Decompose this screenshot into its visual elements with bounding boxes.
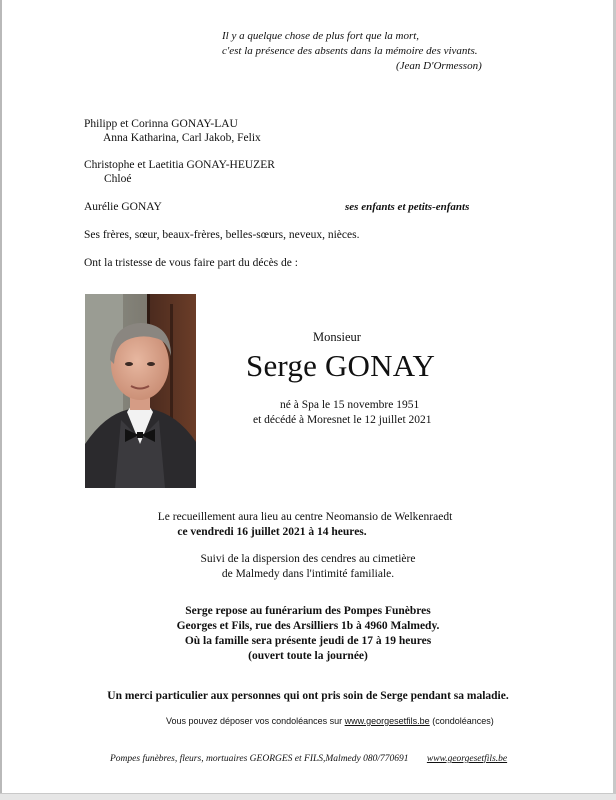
deceased-title: Monsieur <box>313 330 361 344</box>
funeral-home-line-3: Où la famille sera présente jeudi de 17 à 19 heures <box>184 635 432 647</box>
quote-author: (Jean D'Ormesson) <box>396 60 482 72</box>
condolences-line <box>166 716 494 726</box>
family-2-children: Chloé <box>104 173 132 185</box>
page-border-left <box>0 0 2 800</box>
ceremony-line-2: ce vendredi 16 juillet 2021 à 14 heures. <box>177 526 367 538</box>
footer-line <box>110 754 507 764</box>
footer-link[interactable]: www.georgesetfils.be <box>426 754 508 764</box>
quote-line-2: c'est la présence des absents dans la mémoire des vivants. <box>222 45 478 57</box>
announce-line: Ont la tristesse de vous faire part du décès de : <box>84 257 298 269</box>
ceremony-line-4: de Malmedy dans l'intimité familiale. <box>221 568 395 580</box>
deceased-birth: né à Spa le 15 novembre 1951 <box>280 399 420 411</box>
footer-text: Pompes funèbres, fleurs, mortuaires GEORGES et FILS,Malmedy 080/770691 <box>110 754 409 764</box>
family-siblings: Ses frères, sœur, beaux-frères, belles-sœurs, neveux, nièces. <box>84 229 360 241</box>
condolences-text: Vous pouvez déposer vos condoléances sur <box>166 716 343 726</box>
ceremony-line-3: Suivi de la dispersion des cendres au cimetière <box>200 553 416 565</box>
condolences-link[interactable]: www.georgesetfils.be <box>344 716 430 726</box>
funeral-home-line-4: (ouvert toute la journée) <box>248 650 368 662</box>
portrait-illustration <box>85 294 196 488</box>
funeral-home-line-2: Georges et Fils, rue des Arsilliers 1b à 4960 Malmedy. <box>176 620 440 632</box>
quote-line-1: Il y a quelque chose de plus fort que la mort, <box>222 30 420 42</box>
family-1-children: Anna Katharina, Carl Jakob, Felix <box>103 132 261 144</box>
page-bottom-edge <box>0 793 616 800</box>
portrait-photo <box>85 294 196 488</box>
family-3: Aurélie GONAY <box>84 201 162 213</box>
family-2-parents: Christophe et Laetitia GONAY-HEUZER <box>84 159 275 171</box>
ceremony-line-1: Le recueillement aura lieu au centre Neomansio de Welkenraedt <box>157 511 453 523</box>
deceased-name: Serge GONAY <box>246 348 436 383</box>
funeral-home-line-1: Serge repose au funérarium des Pompes Funèbres <box>185 605 431 617</box>
family-1-parents: Philipp et Corinna GONAY-LAU <box>84 118 238 130</box>
condolences-suffix: (condoléances) <box>432 716 494 726</box>
deceased-death: et décédé à Moresnet le 12 juillet 2021 <box>253 414 432 426</box>
thanks-line: Un merci particulier aux personnes qui ont pris soin de Serge pendant sa maladie. <box>107 690 509 702</box>
family-relation: ses enfants et petits-enfants <box>345 201 470 213</box>
